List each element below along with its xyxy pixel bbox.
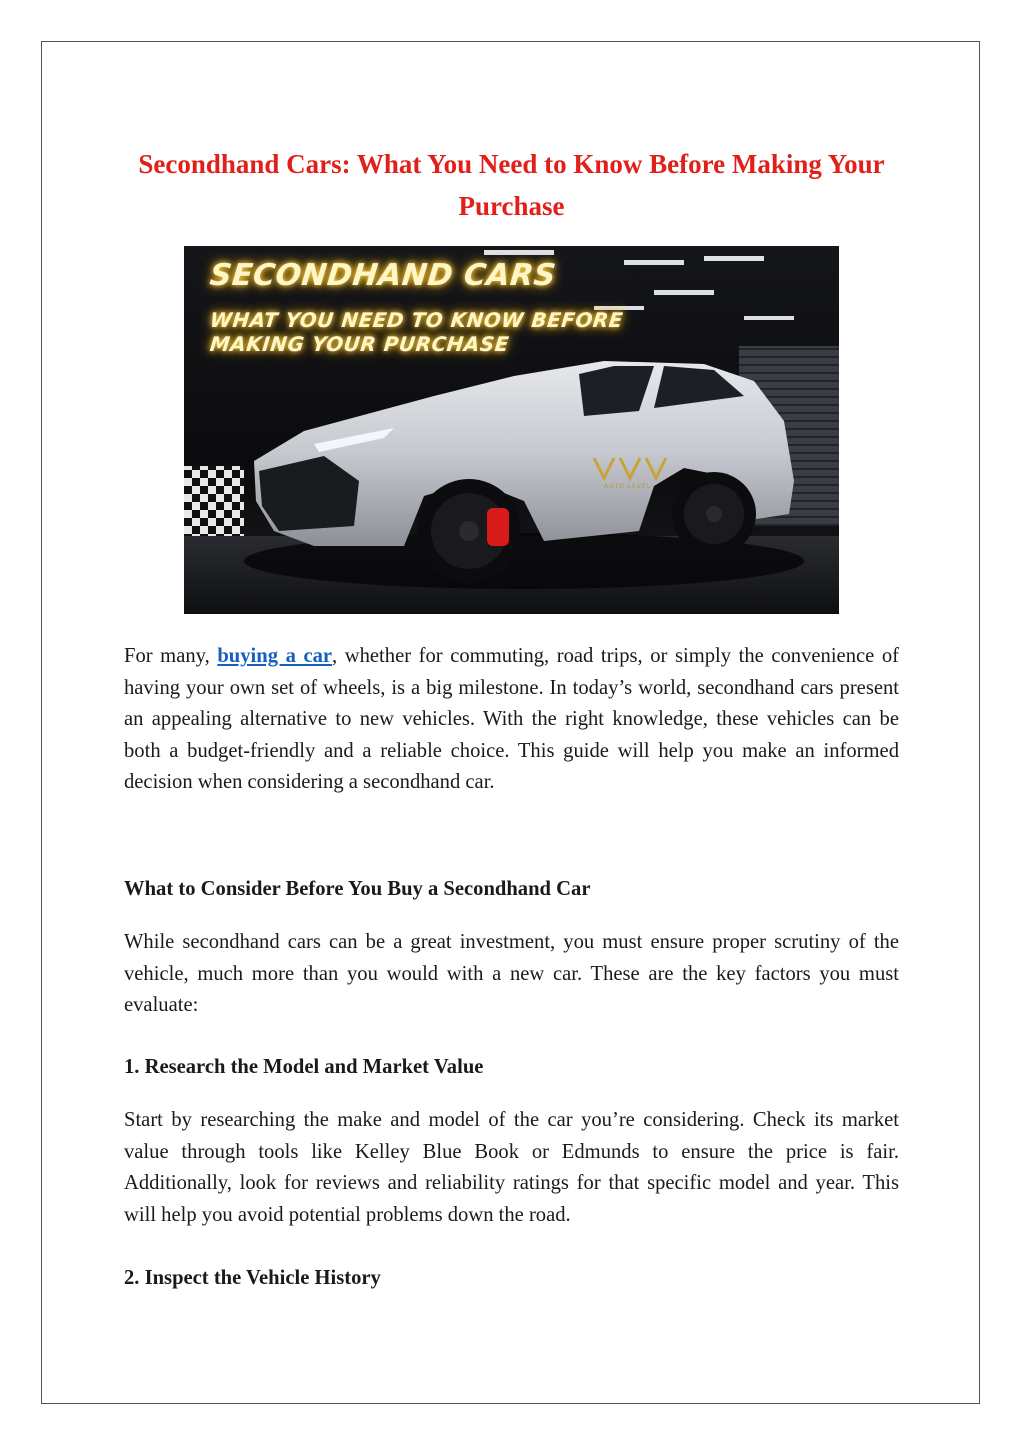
intro-paragraph [124, 641, 899, 799]
section-heading-history: 2. Inspect the Vehicle History [124, 1267, 381, 1289]
brand-logo-subtext: AUTO LEVEL [604, 483, 652, 490]
intro-suffix: , whether for commuting, road trips, or simply the convenience of having your own set of wheels, is a big milestone. In today’s world, secondhand cars present an appealing alternative to new vehicles. With the right knowledge, these vehicles can be both a budget-friendly and a reliable choice. This guide will help you make an informed decision when considering a secondhand car. [124, 645, 900, 793]
hero-headline [210, 258, 623, 356]
section-body-research: Start by researching the make and model of the car you’re considering. Check its market value through tools like Kelley Blue Book or Edmunds to ensure the price is fair. Additionally, look for reviews and reliability ratings for that specific model and year. This will help you avoid potential problems down the road. [124, 1109, 899, 1226]
page-title: Secondhand Cars: What You Need to Know Before Making Your Purchase [138, 149, 885, 221]
hero-image [184, 246, 839, 614]
section-body-consider: While secondhand cars can be a great investment, you must ensure proper scrutiny of the vehicle, much more than you would with a new car. These are the key factors you must evaluate: [124, 931, 899, 1016]
hero-headline-line2: WHAT YOU NEED TO KNOW BEFORE [208, 308, 625, 332]
section-heading-research: 1. Research the Model and Market Value [124, 1056, 484, 1078]
hero-headline-line1: SECONDHAND CARS [208, 258, 558, 293]
section-heading-consider: What to Consider Before You Buy a Secondhand Car [124, 878, 591, 900]
buying-a-car-link[interactable]: buying a car [217, 645, 333, 667]
hero-headline-line3: MAKING YOUR PURCHASE [208, 332, 511, 356]
intro-prefix: For many, [124, 645, 218, 667]
